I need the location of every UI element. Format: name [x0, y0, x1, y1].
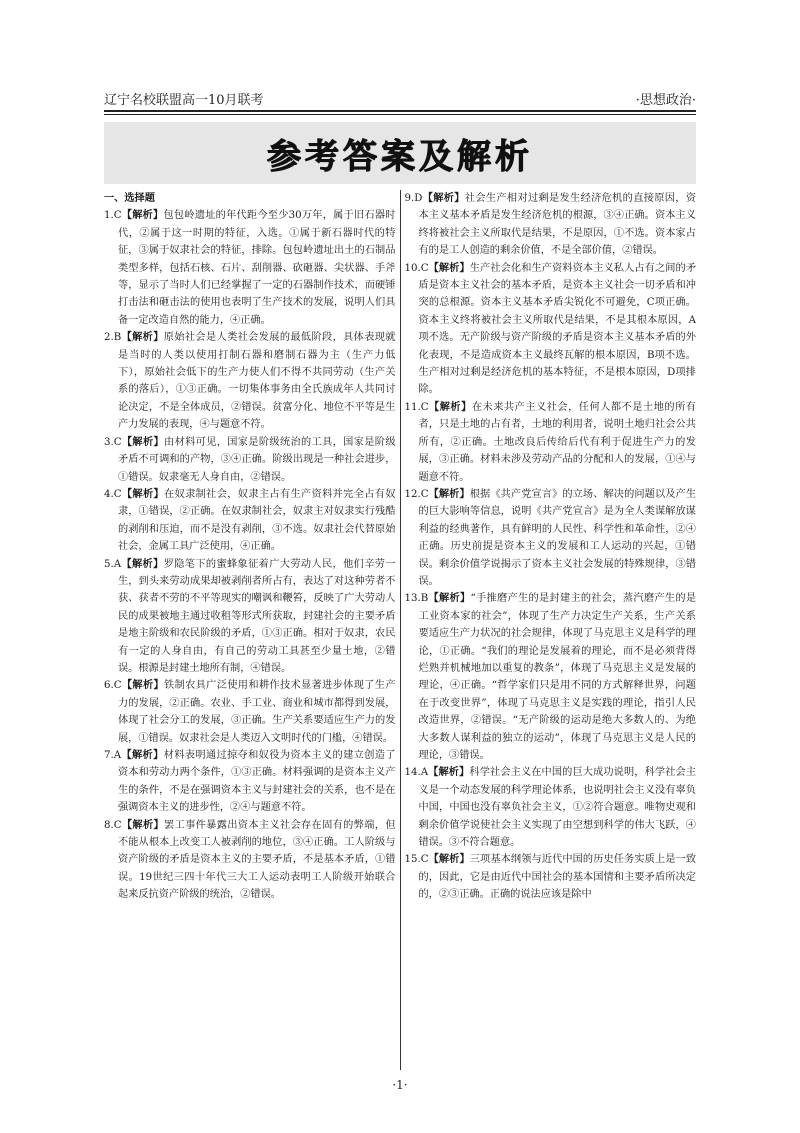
answer-item [104, 747, 396, 817]
answer-item [405, 399, 697, 486]
answer-item [104, 556, 396, 678]
answer-number: 10.C [404, 262, 429, 274]
analysis-tag: 【解析】 [428, 261, 470, 274]
answer-item [405, 190, 697, 260]
answer-number: 6.C [104, 680, 122, 692]
analysis-tag: 【解析】 [121, 209, 164, 222]
answer-item [405, 486, 697, 590]
answer-columns [104, 190, 696, 1070]
analysis-text: 科学社会主义在中国的巨大成功说明，科学社会主义是一个动态发展的科学理论体系，也说明社会主义没有辜负中国，中国也没有辜负社会主义，①②符合题意。唯物史观和剩余价值学说使社会主义实现了由空想到科学的伟大飞跃，④错误。③不符合题意。 [418, 767, 696, 849]
analysis-tag: 【解析】 [121, 435, 165, 448]
right-column [401, 190, 697, 1070]
analysis-tag: 【解析】 [121, 331, 164, 344]
analysis-text: 在未来共产主义社会，任何人都不是土地的所有者，只是土地的占有者，土地的利用者，说明土地归社会公共所有，②正确。土地改良后传给后代有利于促进生产力的发展，③正确。材料未涉及劳动产品的分配和人的发展，①④与题意不符。 [418, 401, 696, 483]
answer-item [104, 207, 396, 329]
analysis-text: 罢工事件暴露出资本主义社会存在固有的弊端，但不能从根本上改变工人被剥削的地位，③④正确。工人阶级与资产阶级的矛盾是资本主义的主要矛盾，不是基本矛盾，①错误。19世纪三四十年代三大工人运动表明工人阶级开始联合起来反抗资产阶级的统治，②错误。 [118, 819, 396, 901]
header-exam-title: 辽宁名校联盟高一10月联考 [104, 93, 264, 108]
answer-item [104, 434, 396, 486]
page-number: ·1· [392, 1078, 408, 1092]
analysis-text: 根据《共产党宣言》的立场、解决的问题以及产生的巨大影响等信息，说明《共产党宣言》是为全人类谋解放谋利益的经典著作，具有鲜明的人民性、科学性和革命性，②④正确。历史前提是资本主义的发展和工人运动的兴起，①错误。剩余价值学说揭示了资本主义社会发展的特殊规律，③错误。 [418, 488, 696, 587]
answer-number: 2.B [104, 332, 122, 344]
analysis-text: 罗隐笔下的蜜蜂象征着广大劳动人民，他们辛劳一生，到头来劳动成果却被剥削者所占有，表达了对这种劳者不获、获者不劳的不平等现实的嘲讽和鞭笞，反映了广大劳动人民的成果被地主通过收租等形式所获取，封建社会的主要矛盾是地主阶级和农民阶级的矛盾，①③正确。相对于奴隶，农民有一定的人身自由，有自己的劳动工具甚至少量土地，②错误。根源是封建土地所有制，④错误。 [118, 558, 396, 674]
page-title: 参考答案及解析 [267, 136, 533, 177]
title-banner [104, 122, 696, 184]
answer-number: 11.C [404, 401, 429, 413]
analysis-tag: 【解析】 [428, 592, 471, 605]
page-header [104, 86, 696, 108]
analysis-text: 在奴隶制社会，奴隶主占有生产资料并完全占有奴隶，①错误，②正确。在奴隶制社会，奴隶主对奴隶实行残酷的剥削和压迫，而不是没有剥削，③不选。奴隶社会代替原始社会，金属工具广泛使用，④正确。 [118, 488, 396, 553]
analysis-text: 生产社会化和生产资料资本主义私人占有之间的矛盾是资本主义社会的基本矛盾，是资本主义社会一切矛盾和冲突的总根源。资本主义基本矛盾尖锐化不可避免，C项正确。资本主义终将被社会主义所取代是结果，不是其根本原因，A项不选。无产阶级与资产阶级的矛盾是资本主义基本矛盾的外化表现，不是造成资本主义最终瓦解的根本原因，B项不选。生产相对过剩是经济危机的基本特征，不是根本原因，D项排除。 [418, 262, 696, 396]
analysis-text: 由材料可见，国家是阶级统治的工具，国家是阶级矛盾不可调和的产物，③④正确。阶级出现是一种社会进步，①错误。奴隶毫无人身自由，②错误。 [118, 436, 396, 483]
analysis-tag: 【解析】 [121, 487, 165, 500]
analysis-text: 材料表明通过掠夺和奴役为资本主义的建立创造了资本和劳动力两个条件，①③正确。材料强调的是资本主义产生的条件，不是在强调资本主义与封建社会的关系，也不是在强调资本主义的进步性，②④与题意不符。 [118, 750, 396, 814]
answer-number: 8.C [104, 819, 122, 831]
section-title: 一、选择题 [104, 192, 155, 204]
header-subject: ·思想政治· [635, 93, 696, 108]
analysis-text: 社会生产相对过剩是发生经济危机的直接原因，资本主义基本矛盾是发生经济危机的根源，③④正确。资本主义终将被社会主义所取代是结果，不是原因，①不选。资本家占有的是工人创造的剩余价值，不是全部价值，②错误。 [418, 193, 696, 257]
answer-number: 15.C [404, 854, 429, 866]
right-items [405, 190, 697, 904]
header-rule-thick [104, 110, 696, 112]
answer-number: 1.C [104, 210, 122, 222]
analysis-tag: 【解析】 [121, 818, 165, 831]
answer-number: 4.C [104, 488, 122, 500]
analysis-text: “手推磨产生的是封建主的社会，蒸汽磨产生的是工业资本家的社会”，体现了生产力决定生产关系，生产关系要适应生产力状况的社会规律，体现了马克思主义是科学的理论，①正确。“我们的理论是发展着的理论，而不是必须背得烂熟并机械地加以重复的教条”，体现了马克思主义是发展的理论，④正确。“哲学家们只是用不同的方式解释世界，问题在于改变世界”，体现了马克思主义是实践的理论，指引人民改造世界，②错误。“无产阶级的运动是绝大多数人的、为绝大多数人谋利益的独立的运动”，体现了马克思主义是人民的理论，③错误。 [418, 593, 696, 761]
header-rule-thin [104, 114, 696, 115]
analysis-tag: 【解析】 [428, 853, 470, 866]
answer-number: 3.C [104, 436, 122, 448]
answer-number: 9.D [404, 193, 423, 204]
answer-item [104, 329, 396, 433]
answer-item [104, 817, 396, 904]
analysis-tag: 【解析】 [428, 766, 470, 779]
answer-item [405, 260, 697, 399]
analysis-text: 铁制农具广泛使用和耕作技术显著进步体现了生产力的发展，②正确。农业、手工业、商业和城市都得到发展，体现了社会分工的发展，③正确。生产关系要适应生产力的发展，①错误。奴隶社会是人类迈入文明时代的门槛，④错误。 [118, 680, 396, 744]
answer-number: 13.B [404, 593, 429, 605]
left-column [104, 190, 400, 1070]
answer-number: 12.C [404, 488, 429, 500]
analysis-text: 原始社会是人类社会发展的最低阶段，具体表现就是当时的人类以使用打制石器和磨制石器为主（生产力低下），原始社会低下的生产力使人们不得不共同劳动（生产关系的落后），①③正确。一切集体事务由全氏族成年人共同讨论决定，不是全体成员，②错误。贫富分化、地位不平等是生产力发展的表现，④与题意不符。 [118, 332, 396, 431]
analysis-tag: 【解析】 [121, 557, 164, 570]
answer-number: 14.A [404, 767, 429, 779]
analysis-tag: 【解析】 [121, 749, 164, 761]
answer-number: 5.A [104, 558, 122, 570]
analysis-tag: 【解析】 [428, 487, 470, 500]
answer-item [405, 590, 697, 764]
analysis-tag: 【解析】 [428, 400, 472, 413]
analysis-tag: 【解析】 [422, 192, 465, 204]
analysis-text: 包包岭遗址的年代距今至少30万年，属于旧石器时代，②属于这一时期的特征，入选。①属于新石器时代的特征，③属于奴隶社会的特征，排除。包包岭遗址出土的石制品类型多样，包括石核、石片、刮削器、砍砸器、尖状器、手斧等，显示了当时人们已经掌握了一定的石器制作技术，而硬锤打击法和砸击法的使用也表明了生产技术的发展，说明人们具备一定改造自然的能力，④正确。 [118, 210, 396, 326]
answer-number: 7.A [104, 750, 122, 761]
answer-item [104, 486, 396, 556]
answer-item [104, 677, 396, 747]
analysis-text: 三项基本纲领与近代中国的历史任务实质上是一致的，因此，它是由近代中国社会的基本国情和主要矛盾所决定的，②③正确。正确的说法应该是除中 [418, 854, 696, 901]
answer-item [405, 764, 697, 851]
answer-item [405, 851, 697, 903]
analysis-tag: 【解析】 [121, 679, 165, 692]
left-items [104, 207, 396, 903]
